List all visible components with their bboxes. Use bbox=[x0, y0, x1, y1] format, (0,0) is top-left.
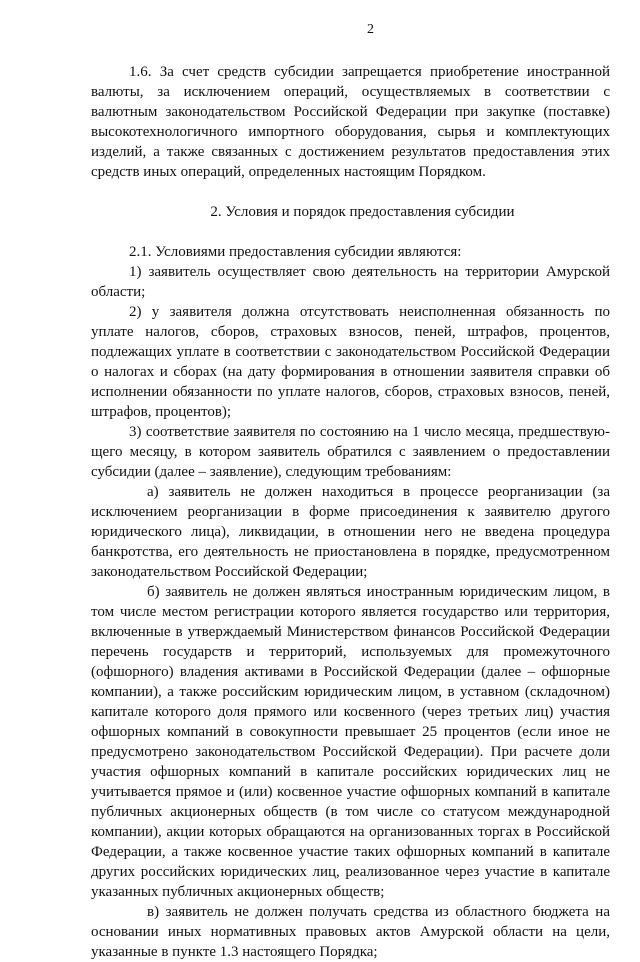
paragraph-2-1: 2.1. Условиями предоставления субсидии являются: bbox=[129, 244, 462, 260]
sub-item-v: в) заявитель не должен получать средства из областного бюджета на основании иных нормативных правовых актов Амурской области на цели, указанные в пункте 1.3 настоящего Порядка; bbox=[91, 904, 610, 960]
list-item-2: 2) у заявителя должна отсутствовать неисполненная обязанность по уплате налогов, сборов, страховых взносов, пеней, штрафов, процентов, подлежащих уплате в соответствии с законодательством Российской Федерации о налогах и сборах (на дату формирования в отношении заявителя справки об исполнении обязанности по уплате налогов, сборов, страховых взносов, пеней, штрафов, процентов); bbox=[91, 304, 610, 420]
sub-item-b: б) заявитель не должен являться иностранным юридическим лицом, в том числе местом регистрации которого является государство или территория, включенные в утверждаемый Министерством финансов Российской Федерации перечень государств и территорий, используемых для промежуточного (офшорного) владения активами в Российской Федерации (далее – офшорные компании), а также российским юридическим лицом, в уставном (складочном) капитале которого доля прямого или косвенного (через третьих лиц) участия офшорных компаний в совокупности превышает 25 процентов (если иное не предусмотрено законодательством Российской Федерации). При расчете доли участия офшорных компаний в капитале российских юридических лиц не учитывается прямое и (или) косвенное участие офшорных компаний в капитале публичных акционерных обществ (в том числе со статусом международной компании), акции которых обращаются на организованных торгах в Российской Федерации, а также косвенное участие таких офшорных компаний в капитале других российских юридических лиц, реализованное через участие в капитале указанных публичных акционерных обществ; bbox=[91, 584, 610, 900]
sub-item-a: а) заявитель не должен находиться в процессе реорганизации (за исключением реорганизации в форме присоединения к заявителю другого юридического лица), ликвидации, в отношении него не введена процедура банкротства, его деятельность не приостановлена в порядке, предусмотренном законодательством Российской Федерации; bbox=[91, 484, 610, 580]
list-item-1: 1) заявитель осуществляет свою деятельность на территории Амурской области; bbox=[91, 264, 610, 300]
list-item-3: 3) соответствие заявителя по состоянию на 1 число месяца, предшествую-щего месяцу, в котором заявитель обратился с заявлением о предоставлении субсидии (далее – заявление), следующим требованиям: bbox=[91, 424, 610, 480]
page-number: 2 bbox=[367, 22, 374, 37]
section-2-heading: 2. Условия и порядок предоставления субсидии bbox=[210, 204, 515, 220]
paragraph-1-6: 1.6. За счет средств субсидии запрещается приобретение иностранной валюты, за исключением операций, осуществляемых в соответствии с валютным законодательством Российской Федерации при закупке (поставке) высокотехнологичного импортного оборудования, сырья и комплектующих изделий, а также связанных с достижением результатов предоставления этих средств иных операций, определенных настоящим Порядком. bbox=[91, 64, 610, 180]
